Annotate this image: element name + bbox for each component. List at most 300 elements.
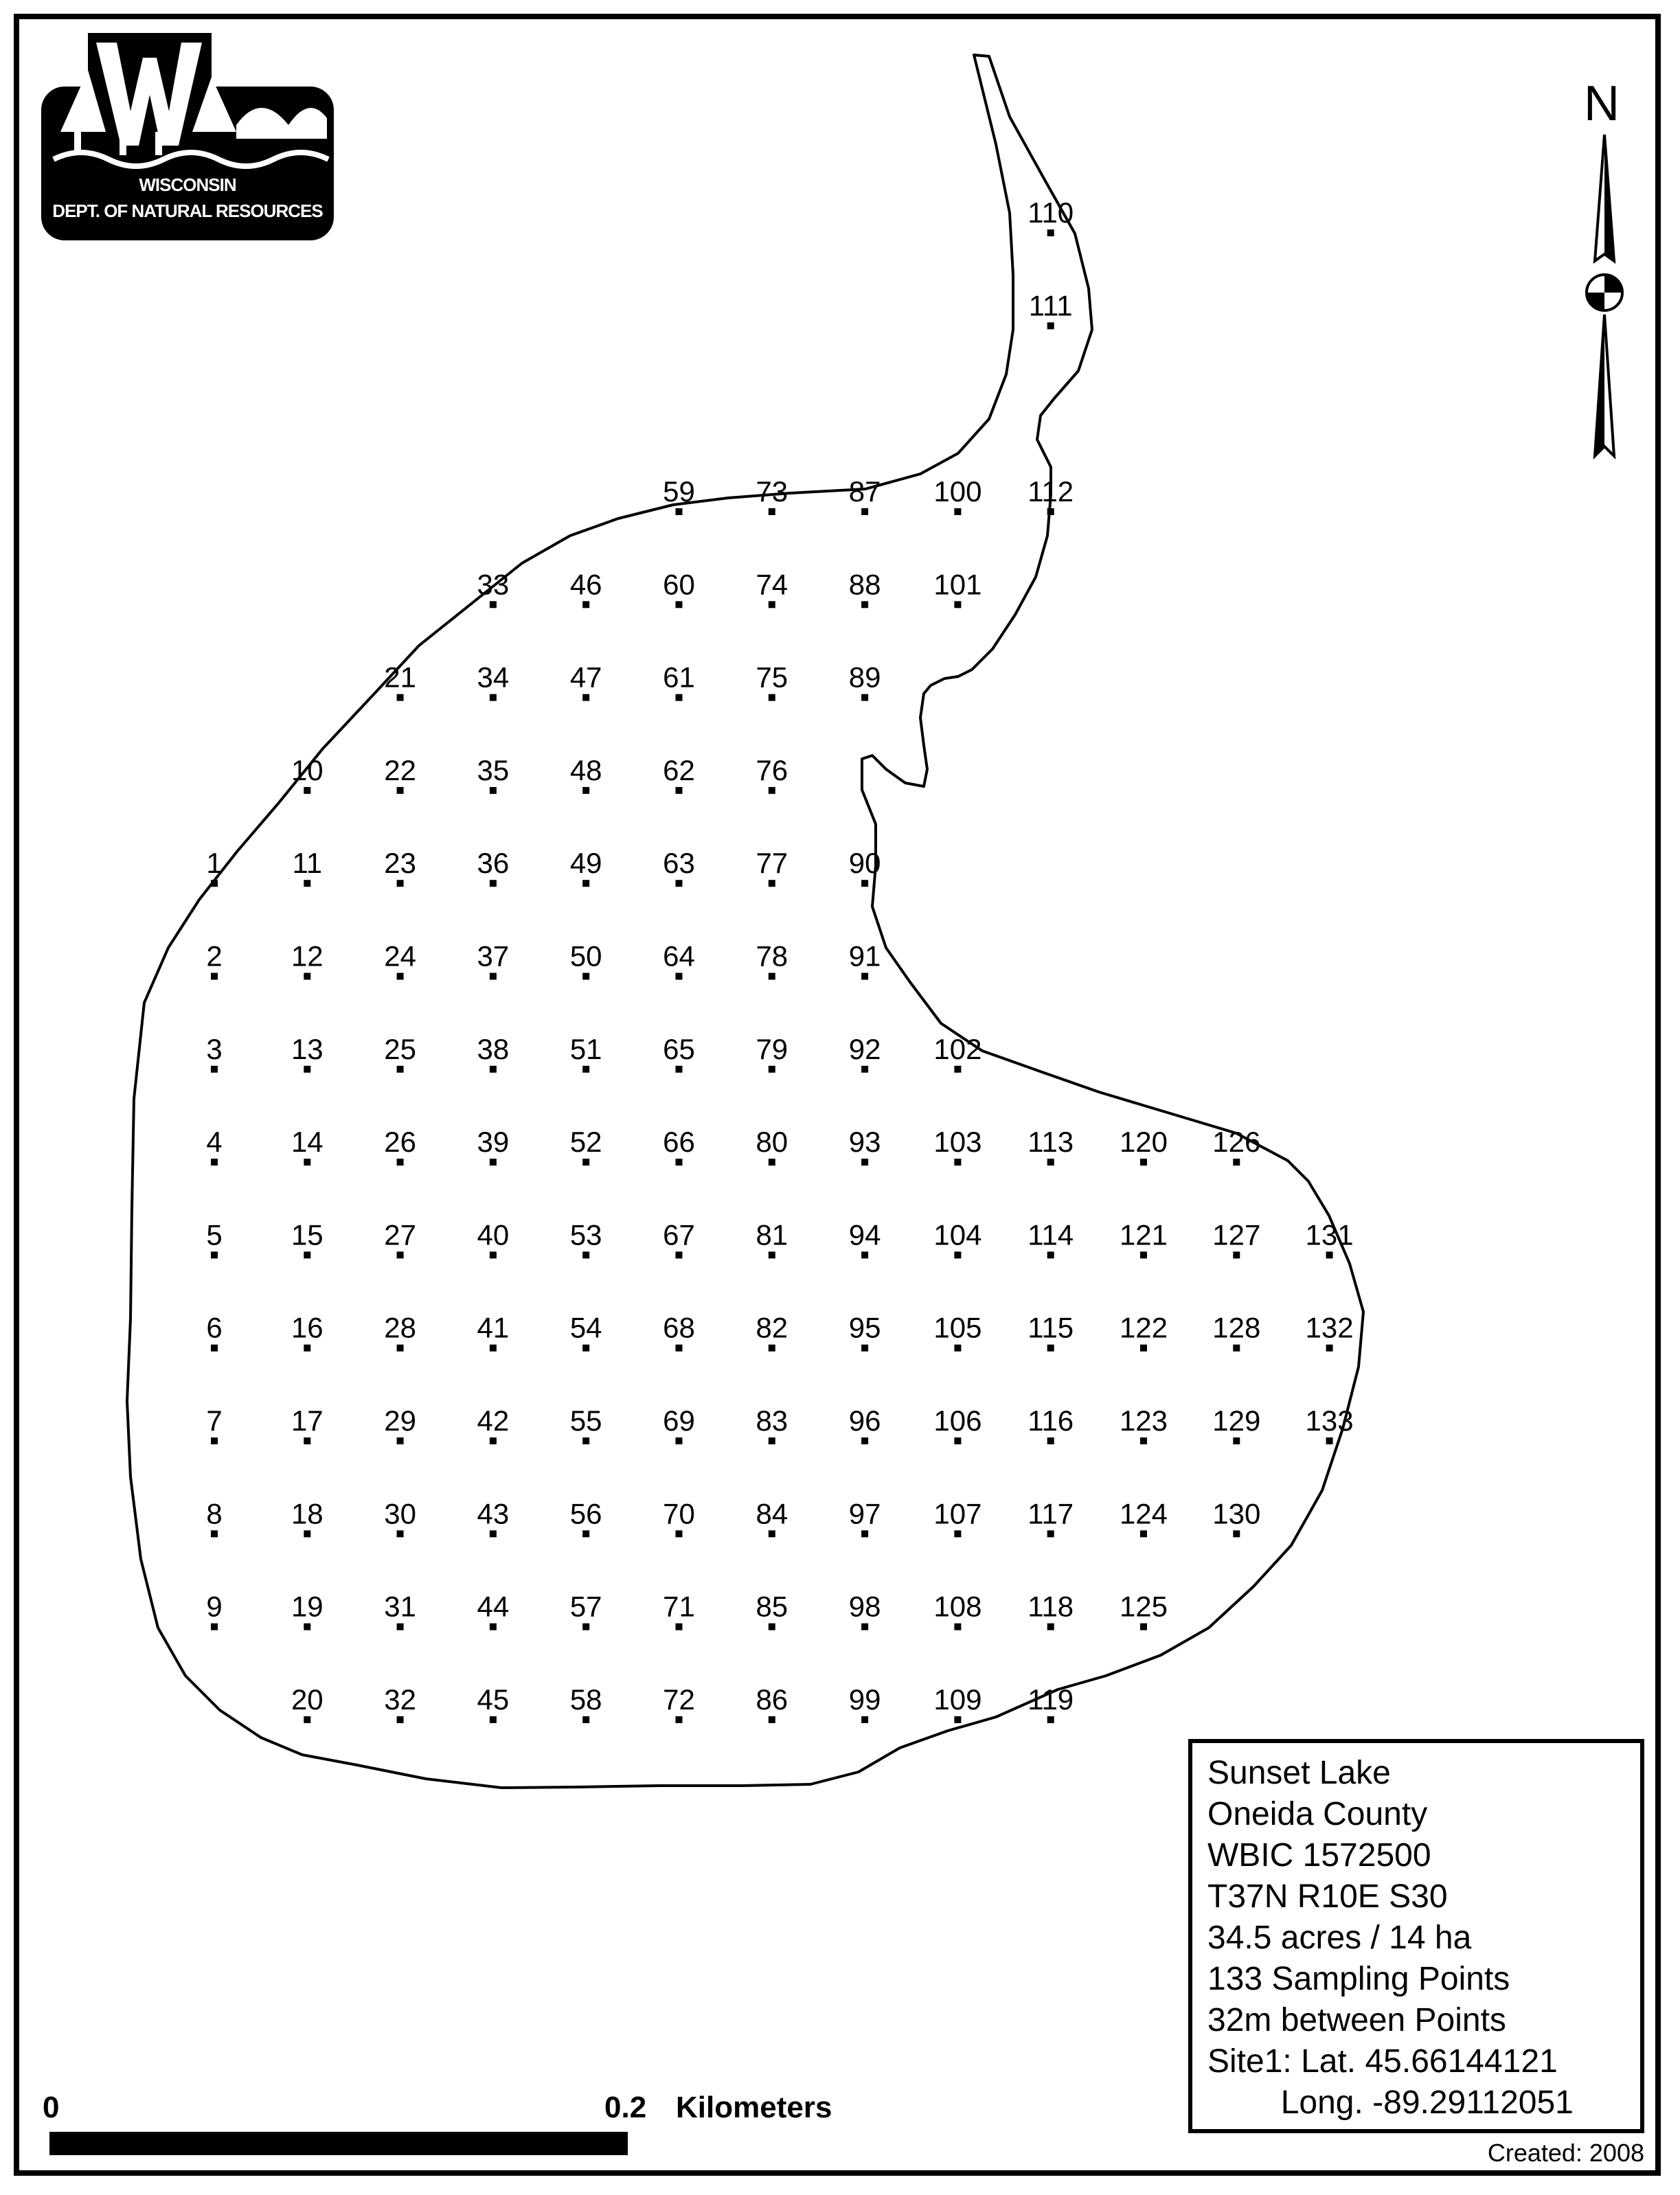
sampling-point-label: 106 <box>933 1404 982 1437</box>
sampling-point-108 <box>933 1591 981 1630</box>
sampling-point-label: 21 <box>384 661 416 694</box>
sampling-point-marker <box>397 1159 404 1165</box>
sampling-point-marker <box>676 1716 683 1723</box>
sampling-point-marker <box>1326 1345 1333 1352</box>
sampling-point-label: 68 <box>663 1311 695 1344</box>
sampling-point-70 <box>663 1497 695 1537</box>
sampling-point-67 <box>663 1218 695 1258</box>
sampling-point-label: 95 <box>848 1311 881 1344</box>
lake-name: Sunset Lake <box>1207 1755 1391 1791</box>
sampling-point-marker <box>490 1159 497 1165</box>
sampling-point-label: 74 <box>756 568 788 601</box>
sampling-point-11 <box>292 847 322 887</box>
sampling-point-13 <box>291 1033 323 1073</box>
sampling-point-marker <box>490 973 497 980</box>
sampling-point-label: 48 <box>569 753 602 786</box>
sampling-point-24 <box>384 940 416 980</box>
sampling-point-label: 18 <box>291 1497 323 1530</box>
sampling-point-77 <box>756 847 788 887</box>
sampling-point-label: 128 <box>1212 1311 1261 1344</box>
sampling-point-marker <box>769 1251 775 1258</box>
sampling-point-93 <box>849 1126 881 1165</box>
sampling-point-marker <box>954 508 961 515</box>
sampling-point-marker <box>582 601 589 608</box>
sampling-point-49 <box>570 847 602 887</box>
lake-area: 34.5 acres / 14 ha <box>1207 1920 1472 1956</box>
sampling-point-62 <box>663 754 695 794</box>
sampling-point-label: 30 <box>384 1497 416 1530</box>
county-name: Oneida County <box>1207 1796 1428 1832</box>
sampling-point-label: 92 <box>848 1032 881 1065</box>
sampling-point-label: 72 <box>663 1683 695 1716</box>
sampling-point-label: 67 <box>663 1218 695 1251</box>
sampling-point-label: 10 <box>291 753 323 786</box>
sampling-point-103 <box>933 1126 981 1165</box>
sampling-point-marker <box>1326 1251 1333 1258</box>
sampling-point-marker <box>769 973 775 980</box>
sampling-point-label: 89 <box>848 661 881 694</box>
sampling-point-28 <box>384 1312 416 1352</box>
sampling-point-18 <box>291 1497 323 1537</box>
sampling-point-marker <box>1140 1437 1147 1444</box>
sampling-point-33 <box>477 568 510 608</box>
sampling-point-113 <box>1028 1126 1074 1165</box>
sampling-point-marker <box>676 1437 683 1444</box>
sampling-point-label: 43 <box>477 1497 510 1530</box>
sampling-point-120 <box>1120 1126 1168 1165</box>
sampling-point-66 <box>663 1126 695 1165</box>
sampling-point-68 <box>663 1312 695 1352</box>
sampling-point-marker <box>1047 508 1054 515</box>
sampling-point-label: 37 <box>477 940 510 973</box>
sampling-point-label: 122 <box>1119 1311 1168 1344</box>
sampling-point-marker <box>582 1345 589 1352</box>
sampling-point-label: 100 <box>933 475 982 508</box>
sampling-point-marker <box>954 1716 961 1723</box>
sampling-point-label: 62 <box>663 753 695 786</box>
sampling-point-26 <box>384 1126 416 1165</box>
sampling-point-label: 109 <box>933 1683 982 1716</box>
sampling-point-55 <box>570 1404 602 1444</box>
sampling-point-marker <box>769 1530 775 1537</box>
sampling-point-64 <box>663 940 695 980</box>
sampling-point-marker <box>861 601 868 608</box>
sampling-point-20 <box>291 1683 323 1723</box>
sampling-point-marker <box>676 1345 683 1352</box>
sampling-point-label: 58 <box>569 1683 602 1716</box>
sampling-point-label: 75 <box>756 661 788 694</box>
sampling-point-87 <box>849 475 881 515</box>
sampling-point-label: 12 <box>291 940 323 973</box>
sampling-point-label: 56 <box>569 1497 602 1530</box>
sampling-point-31 <box>384 1591 416 1630</box>
sampling-point-label: 40 <box>477 1218 510 1251</box>
sampling-point-label: 51 <box>569 1032 602 1065</box>
sampling-point-label: 57 <box>569 1590 602 1623</box>
sampling-point-label: 5 <box>206 1218 223 1251</box>
sampling-point-label: 91 <box>848 940 881 973</box>
sampling-point-73 <box>756 475 788 515</box>
sampling-point-78 <box>756 940 788 980</box>
sampling-point-label: 8 <box>206 1497 223 1530</box>
sampling-point-marker <box>582 973 589 980</box>
sampling-point-112 <box>1028 475 1074 515</box>
sampling-point-label: 13 <box>291 1032 323 1065</box>
sampling-point-label: 3 <box>206 1032 223 1065</box>
sampling-point-marker <box>304 787 310 794</box>
sampling-point-marker <box>1047 1530 1054 1537</box>
sampling-point-marker <box>769 1066 775 1073</box>
sampling-point-label: 84 <box>756 1497 788 1530</box>
sampling-point-102 <box>933 1033 981 1073</box>
sampling-point-marker <box>211 1437 218 1444</box>
sampling-point-marker <box>1140 1251 1147 1258</box>
sampling-point-marker <box>769 1345 775 1352</box>
sampling-point-label: 26 <box>384 1126 416 1159</box>
sampling-point-12 <box>291 940 323 980</box>
wisconsin-dnr-logo <box>40 29 335 242</box>
sampling-point-89 <box>849 661 881 701</box>
sampling-point-65 <box>663 1033 695 1073</box>
scale-bar <box>49 2132 628 2155</box>
sampling-point-129 <box>1212 1404 1260 1444</box>
sampling-point-marker <box>1140 1624 1147 1630</box>
sampling-point-label: 39 <box>477 1126 510 1159</box>
sampling-point-90 <box>849 847 881 887</box>
sampling-point-74 <box>756 568 788 608</box>
site-longitude: Long. -89.29112051 <box>1207 2084 1574 2121</box>
sampling-point-marker <box>861 508 868 515</box>
sampling-point-label: 83 <box>756 1404 788 1437</box>
sampling-point-83 <box>756 1404 788 1444</box>
sampling-point-124 <box>1120 1497 1168 1537</box>
sampling-point-marker <box>676 1066 683 1073</box>
sampling-point-marker <box>397 973 404 980</box>
sampling-point-marker <box>397 1716 404 1723</box>
sampling-point-30 <box>384 1497 416 1537</box>
sampling-point-marker <box>954 601 961 608</box>
sampling-point-43 <box>477 1497 510 1537</box>
sampling-point-127 <box>1212 1218 1260 1258</box>
sampling-point-123 <box>1120 1404 1168 1444</box>
sampling-point-label: 64 <box>663 940 695 973</box>
sampling-point-29 <box>384 1404 416 1444</box>
sampling-point-marker <box>490 1437 497 1444</box>
sampling-point-label: 19 <box>291 1590 323 1623</box>
sampling-point-marker <box>304 1066 310 1073</box>
sampling-point-97 <box>849 1497 881 1537</box>
scale-label-end: 0.2 <box>604 2091 647 2124</box>
sampling-point-label: 45 <box>477 1683 510 1716</box>
sampling-point-42 <box>477 1404 510 1444</box>
sampling-point-59 <box>663 475 695 515</box>
sampling-point-marker <box>1233 1159 1240 1165</box>
sampling-point-label: 15 <box>291 1218 323 1251</box>
sampling-point-label: 20 <box>291 1683 323 1716</box>
sampling-point-label: 54 <box>569 1311 602 1344</box>
sampling-point-marker <box>211 1251 218 1258</box>
sampling-point-marker <box>211 973 218 980</box>
sampling-point-45 <box>477 1683 510 1723</box>
sampling-point-marker <box>861 880 868 887</box>
sampling-point-122 <box>1120 1312 1168 1352</box>
sampling-point-marker <box>304 880 310 887</box>
sampling-point-marker <box>861 1624 868 1630</box>
sampling-point-label: 63 <box>663 847 695 880</box>
sampling-point-48 <box>570 754 602 794</box>
sampling-point-marker <box>1233 1437 1240 1444</box>
sampling-point-label: 124 <box>1119 1497 1168 1530</box>
sampling-point-34 <box>477 661 510 701</box>
sampling-point-95 <box>849 1312 881 1352</box>
sampling-point-86 <box>756 1683 788 1723</box>
sampling-point-label: 42 <box>477 1404 510 1437</box>
sampling-point-marker <box>582 1159 589 1165</box>
sampling-point-marker <box>582 1437 589 1444</box>
sampling-point-label: 47 <box>569 661 602 694</box>
sampling-point-1 <box>206 847 222 887</box>
sampling-point-label: 65 <box>663 1032 695 1065</box>
sampling-point-marker <box>397 1530 404 1537</box>
sampling-point-marker <box>490 1345 497 1352</box>
sampling-point-label: 59 <box>663 475 695 508</box>
north-label: N <box>1584 76 1620 131</box>
sampling-point-marker <box>861 1345 868 1352</box>
sampling-point-marker <box>954 1530 961 1537</box>
sampling-point-23 <box>384 847 416 887</box>
sampling-point-label: 1 <box>206 847 223 880</box>
sampling-point-marker <box>769 1437 775 1444</box>
sampling-point-marker <box>304 973 310 980</box>
sampling-point-marker <box>304 1530 310 1537</box>
sampling-point-label: 69 <box>663 1404 695 1437</box>
sampling-point-label: 6 <box>206 1311 223 1344</box>
sampling-point-92 <box>849 1033 881 1073</box>
sampling-point-marker <box>397 1345 404 1352</box>
sampling-point-marker <box>397 787 404 794</box>
sampling-point-label: 129 <box>1212 1404 1261 1437</box>
sampling-point-96 <box>849 1404 881 1444</box>
sampling-point-marker <box>1233 1251 1240 1258</box>
sampling-point-marker <box>397 880 404 887</box>
sampling-point-label: 85 <box>756 1590 788 1623</box>
sampling-point-label: 34 <box>477 661 510 694</box>
sampling-point-marker <box>1140 1345 1147 1352</box>
sampling-point-marker <box>954 1624 961 1630</box>
sampling-point-marker <box>954 1251 961 1258</box>
sampling-point-label: 80 <box>756 1126 788 1159</box>
sampling-point-107 <box>933 1497 981 1537</box>
sampling-point-marker <box>397 1251 404 1258</box>
sampling-point-marker <box>211 1066 218 1073</box>
sampling-point-label: 118 <box>1028 1590 1074 1623</box>
sampling-point-94 <box>849 1218 881 1258</box>
sampling-point-label: 49 <box>569 847 602 880</box>
sampling-point-label: 105 <box>933 1311 982 1344</box>
sampling-point-80 <box>756 1126 788 1165</box>
sampling-point-marker <box>582 787 589 794</box>
logo-line-wisconsin: WISCONSIN <box>139 174 236 195</box>
sampling-point-17 <box>291 1404 323 1444</box>
sampling-point-110 <box>1028 196 1074 236</box>
sampling-point-119 <box>1028 1683 1074 1723</box>
sampling-point-label: 103 <box>933 1126 982 1159</box>
sampling-point-99 <box>849 1683 881 1723</box>
sampling-point-label: 96 <box>848 1404 881 1437</box>
sampling-point-label: 22 <box>384 753 416 786</box>
sampling-point-label: 88 <box>848 568 881 601</box>
sampling-point-label: 11 <box>292 847 323 880</box>
sampling-point-marker <box>490 880 497 887</box>
sampling-point-marker <box>490 1066 497 1073</box>
sampling-point-marker <box>769 601 775 608</box>
sampling-point-label: 119 <box>1028 1683 1074 1716</box>
sampling-point-label: 125 <box>1119 1590 1168 1623</box>
sampling-point-47 <box>570 661 602 701</box>
sampling-point-marker <box>769 787 775 794</box>
sampling-point-91 <box>849 940 881 980</box>
point-spacing: 32m between Points <box>1207 2002 1506 2038</box>
sampling-point-marker <box>1047 1624 1054 1630</box>
sampling-point-marker <box>582 1716 589 1723</box>
sampling-point-marker <box>769 880 775 887</box>
sampling-point-60 <box>663 568 695 608</box>
sampling-point-label: 110 <box>1028 196 1074 229</box>
sampling-point-marker <box>1233 1345 1240 1352</box>
sampling-point-marker <box>954 1159 961 1165</box>
sampling-point-57 <box>570 1591 602 1630</box>
sampling-point-marker <box>1047 1345 1054 1352</box>
sampling-point-label: 116 <box>1028 1404 1074 1437</box>
sampling-point-label: 76 <box>756 753 788 786</box>
sampling-point-marker <box>397 1624 404 1630</box>
sampling-point-3 <box>206 1033 222 1073</box>
sampling-point-104 <box>933 1218 981 1258</box>
sampling-point-6 <box>206 1312 222 1352</box>
sampling-point-marker <box>490 601 497 608</box>
sampling-point-label: 16 <box>291 1311 323 1344</box>
sampling-point-22 <box>384 754 416 794</box>
sampling-point-132 <box>1306 1312 1354 1352</box>
sampling-point-marker <box>769 508 775 515</box>
sampling-point-label: 78 <box>756 940 788 973</box>
sampling-point-116 <box>1028 1404 1074 1444</box>
sampling-point-117 <box>1028 1497 1074 1537</box>
sampling-point-35 <box>477 754 510 794</box>
sampling-point-label: 133 <box>1305 1404 1354 1437</box>
sampling-point-marker <box>861 1066 868 1073</box>
sampling-point-marker <box>490 1251 497 1258</box>
sampling-point-label: 61 <box>663 661 695 694</box>
sampling-point-109 <box>933 1683 981 1723</box>
sampling-point-label: 44 <box>477 1590 510 1623</box>
sampling-point-27 <box>384 1218 416 1258</box>
sampling-point-label: 132 <box>1305 1311 1354 1344</box>
township-range-section: T37N R10E S30 <box>1207 1878 1448 1915</box>
sampling-point-9 <box>206 1591 222 1630</box>
sampling-point-label: 114 <box>1028 1218 1074 1251</box>
sampling-point-label: 82 <box>756 1311 788 1344</box>
sampling-point-label: 123 <box>1119 1404 1168 1437</box>
sampling-point-98 <box>849 1591 881 1630</box>
sampling-point-label: 90 <box>848 847 881 880</box>
sampling-point-marker <box>954 1066 961 1073</box>
sampling-point-125 <box>1120 1591 1168 1630</box>
sampling-point-marker <box>1140 1530 1147 1537</box>
sampling-point-marker <box>1047 1159 1054 1165</box>
sampling-point-label: 130 <box>1212 1497 1261 1530</box>
sampling-point-label: 98 <box>848 1590 881 1623</box>
sampling-point-111 <box>1029 289 1073 329</box>
sampling-point-label: 7 <box>206 1404 223 1437</box>
sampling-point-37 <box>477 940 510 980</box>
sampling-point-marker <box>861 1159 868 1165</box>
sampling-point-39 <box>477 1126 510 1165</box>
sampling-point-marker <box>490 1624 497 1630</box>
sampling-point-69 <box>663 1404 695 1444</box>
sampling-point-label: 131 <box>1305 1218 1354 1251</box>
sampling-point-115 <box>1028 1312 1074 1352</box>
sampling-point-label: 70 <box>663 1497 695 1530</box>
sampling-point-label: 111 <box>1028 289 1073 322</box>
scale-unit-label: Kilometers <box>676 2091 832 2124</box>
sampling-point-marker <box>769 1624 775 1630</box>
logo-line-dept: DEPT. OF NATURAL RESOURCES <box>52 201 323 221</box>
sampling-point-marker <box>676 508 683 515</box>
sampling-point-marker <box>861 1530 868 1537</box>
sampling-point-marker <box>1047 229 1054 236</box>
sampling-point-marker <box>676 1159 683 1165</box>
sampling-point-58 <box>570 1683 602 1723</box>
sampling-point-label: 99 <box>848 1683 881 1716</box>
sampling-point-61 <box>663 661 695 701</box>
sampling-point-marker <box>1233 1530 1240 1537</box>
sampling-point-44 <box>477 1591 510 1630</box>
sampling-point-105 <box>933 1312 981 1352</box>
sampling-point-16 <box>291 1312 323 1352</box>
sampling-point-101 <box>933 568 981 608</box>
sampling-point-126 <box>1212 1126 1260 1165</box>
sampling-point-label: 32 <box>384 1683 416 1716</box>
sampling-point-32 <box>384 1683 416 1723</box>
sampling-point-marker <box>304 1251 310 1258</box>
sampling-point-100 <box>933 475 981 515</box>
sampling-point-118 <box>1028 1591 1074 1630</box>
sampling-point-label: 24 <box>384 940 416 973</box>
sampling-point-label: 2 <box>206 940 223 973</box>
sampling-point-label: 27 <box>384 1218 416 1251</box>
sampling-point-marker <box>211 1624 218 1630</box>
sampling-point-128 <box>1212 1312 1260 1352</box>
sampling-point-marker <box>304 1345 310 1352</box>
sampling-point-label: 112 <box>1028 475 1074 508</box>
site-latitude: Site1: Lat. 45.66144121 <box>1207 2043 1558 2080</box>
sampling-point-label: 14 <box>291 1126 323 1159</box>
sampling-point-8 <box>206 1497 222 1537</box>
sampling-point-count: 133 Sampling Points <box>1207 1961 1510 1997</box>
sampling-point-label: 101 <box>933 568 982 601</box>
sampling-point-marker <box>304 1624 310 1630</box>
sampling-point-72 <box>663 1683 695 1723</box>
sampling-point-label: 31 <box>384 1590 416 1623</box>
sampling-point-marker <box>211 1159 218 1165</box>
sampling-point-marker <box>397 694 404 701</box>
sampling-point-label: 33 <box>477 568 510 601</box>
sampling-point-130 <box>1212 1497 1260 1537</box>
sampling-point-2 <box>206 940 222 980</box>
sampling-point-label: 79 <box>756 1032 788 1065</box>
sampling-point-85 <box>756 1591 788 1630</box>
